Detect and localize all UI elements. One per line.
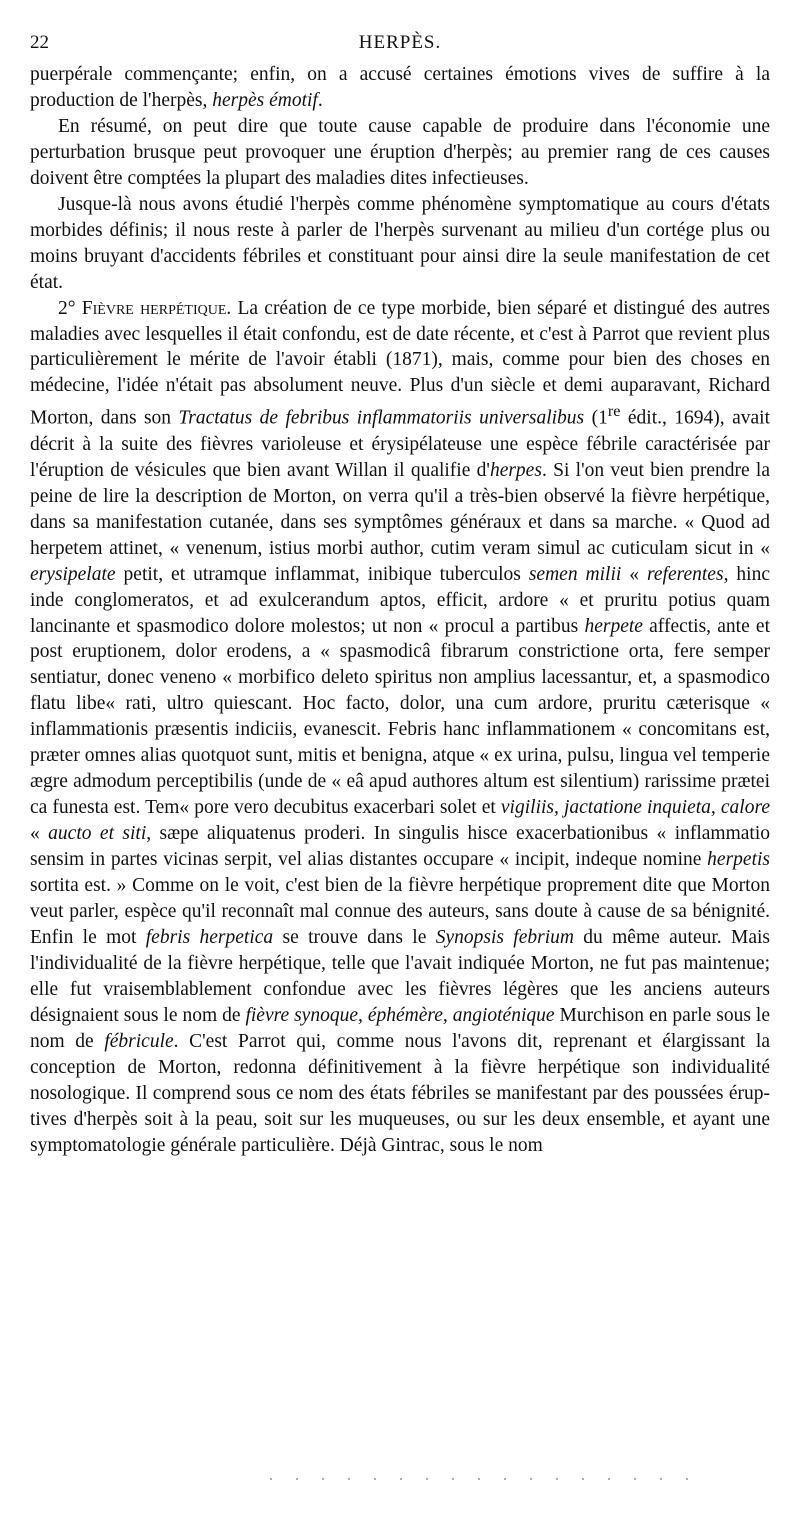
page-header <box>30 28 770 58</box>
text-run: . <box>317 89 323 111</box>
italic-text: referentes <box>647 563 724 585</box>
text-run: du même auteur. Mais l'individualité de la fièvre herpétique, telle que l'avait indiquée Morton, ne fut pas maintenue; elle fut vraisemblablement confondue avec les fièvres légères que les anciens auteurs désignaient sous le nom de <box>30 926 770 1026</box>
text-run: , hinc inde conglomeratos, et ad exulcerandum aptos, efficit, ardore « et pruritu potius quam lancinante et spasmodico dolore molestos; ut non « procul a partibus <box>30 563 770 637</box>
text-run: puerpérale commençante; enfin, on a accusé certaines émotions vives de suffire à la production de l'herpès, <box>30 64 770 111</box>
text-run: affectis, ante et post eruptionem, dolor erodens, a « spasmodicâ fibrarum constrictione orta, fere semper sentiatur, donec veneno « morbifico deleto spiritus non amplius lacessantur, et, a spasmodico flatu libe« rati, ultro quiescant. Hoc facto, dolor, una cum ardore, pruritu cæterisque « inflammationis præsentis indiciis, evanescit. Febris hanc inflammationem « concomitans est, præter omnes alias quotquot sunt, mitis et benigna, atque « ex urina, pulsu, lingua vel temperie ægre admodum perceptibilis (unde de « eâ apud authores altum est silentium) rarissime prætei ca funesta est. Tem« pore vero decubitus exacerbari solet et <box>30 615 770 819</box>
italic-text: herpetis <box>707 849 770 871</box>
text-run: « <box>30 823 49 845</box>
text-run: petit, et utramque inflammat, inibique tuberculos <box>115 563 529 585</box>
text-run: Jusque-là nous avons étudié l'herpès comme phénomène symptomatique au cours d'états morbides définis; il nous reste à parler de l'herpès survenant au milieu d'un cortége plus ou moins bruyant d'accidents fébriles et constituant pour ainsi dire la seule manifestation de cet état. <box>30 193 770 293</box>
text-run: En résumé, on peut dire que toute cause capable de produire dans l'économie une perturbation brusque peut provoquer une éruption d'herpès; au premier rang de ces causes doivent être comptées la plupart des maladies dites infectieuses. <box>30 115 770 189</box>
page-number: 22 <box>30 32 49 53</box>
section-heading: Fièvre herpétique <box>81 297 227 319</box>
italic-text: erysipelate <box>30 563 116 585</box>
text-run: se trouve dans le <box>273 926 436 948</box>
italic-text: aucto et siti <box>48 823 147 845</box>
text-run: sortita est. » Comme on le voit, c'est bien de la fièvre herpétique proprement dite que Morton veut parler, espèce qu'il reconnaît mal connue des auteurs, sans doute à cause de sa bénignité. Enfin le mot <box>30 875 770 948</box>
italic-text: vigiliis, jactatione inquieta, calore <box>500 797 770 819</box>
italic-text: herpes <box>489 459 542 481</box>
italic-text: fébricule <box>104 1030 174 1052</box>
text-run: . Si l'on veut bien prendre la peine de lire la description de Morton, on verra qu'il a très-bien observé la fièvre herpétique, dans sa manifestation cutanée, dans ses symptômes généraux et dans sa marche. « Quod ad herpetem attinet, « venenum, istius morbi author, cutim veram simul ac cuticulam sicut in « <box>30 459 770 559</box>
italic-text: semen milii <box>528 563 622 585</box>
text-run: . La création de ce type morbide, bien séparé et distingué des autres maladies avec lesquelles il était confondu, est de date récente, et c'est à Parrot que revient plus particulièrement le mérite de l'avoir établi (1871), mais, comme pour bien des choses en médecine, l'idée n'était pas absolument neuve. Plus d'un siècle et demi auparavant, Richard Morton, dans son <box>30 297 770 429</box>
paragraph <box>30 192 770 296</box>
text-run: « <box>621 563 648 585</box>
italic-text: febris herpetica <box>145 926 274 948</box>
bottom-scan-marks <box>270 1478 710 1480</box>
paragraph <box>30 62 770 114</box>
paragraph <box>30 114 770 192</box>
text-run: . C'est Parrot qui, comme nous l'avons dit, reprenant et élargissant la conception de Morton, redonna définitivement à la fièvre herpétique son individualité nosologique. Il comprend sous ce nom des états fébriles se manifestant par des poussées éruptives d'herpès soit à la peau, soit sur les muqueuses, ou sur les deux ensemble, et ayant une symptomatologie générale particulière. Déjà Gintrac, sous le nom <box>30 1030 770 1156</box>
paragraph <box>30 296 770 1159</box>
text-run: Murchison en parle sous le nom de <box>30 1004 770 1052</box>
text-run: (1 <box>584 407 608 429</box>
italic-text: herpete <box>584 615 643 637</box>
text-run: 2° <box>58 297 82 319</box>
text-run: , sæpe aliquatenus proderi. In singulis hisce exacerbationibus « inflammatio sensim in partes vicinas serpit, vel alias distantes occupare « incipit, indeque nomine <box>30 823 771 871</box>
superscript: re <box>607 402 621 421</box>
running-title: HERPÈS. <box>358 32 442 53</box>
italic-text: herpès émotif <box>212 89 318 111</box>
page <box>30 28 770 1159</box>
text-run: édit., 1694), avait décrit à la suite des fièvres varioleuse et érysipélateuse une espèce fébrile caractérisée par l'éruption de vésicules que bien avant Willan il qualifie d' <box>30 407 770 481</box>
italic-text: fièvre synoque, éphémère, angioténique <box>245 1004 555 1026</box>
italic-text: Synopsis febrium <box>435 926 574 948</box>
body-text <box>30 62 770 1159</box>
italic-text: Tractatus de febribus inflammatoriis universalibus <box>178 407 585 429</box>
